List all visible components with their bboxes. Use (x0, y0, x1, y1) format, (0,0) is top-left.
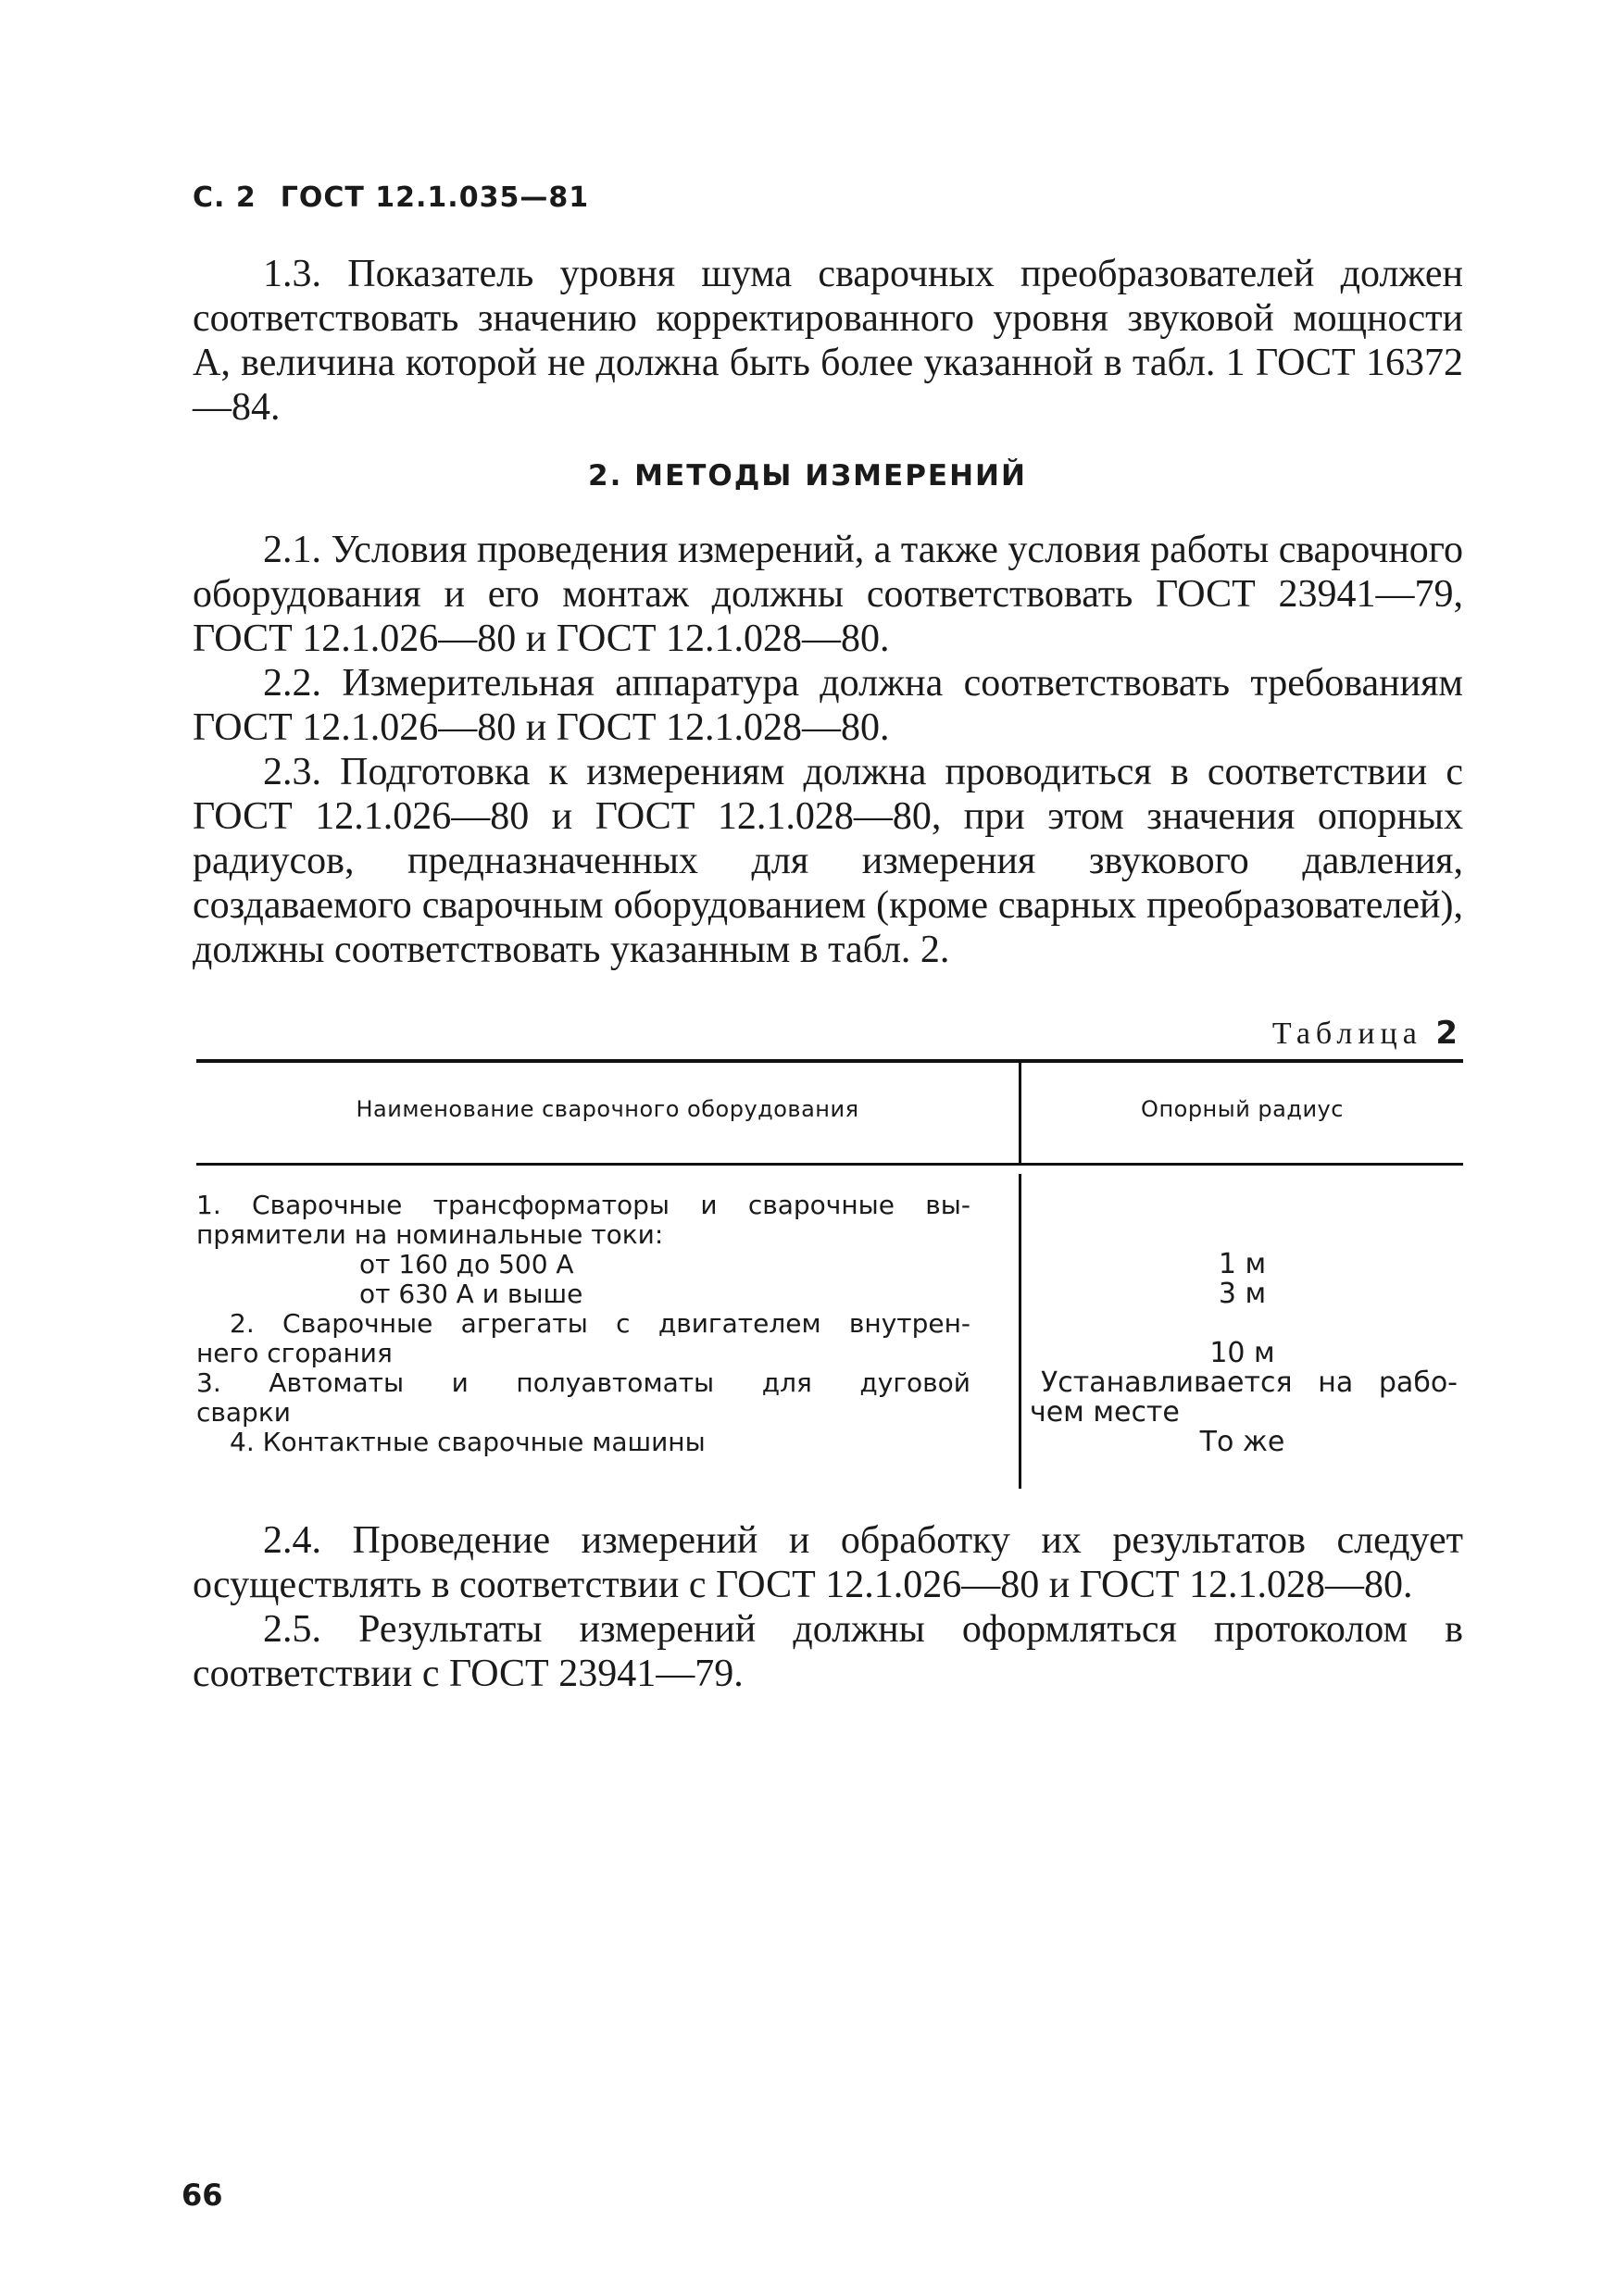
table-row-3-value-line-2: чем месте (1030, 1396, 1180, 1429)
table-row-1-line-1: 1. Сварочные трансформаторы и сварочные вы- (196, 1190, 970, 1220)
page-label: С. 2 (193, 181, 257, 214)
table-row-1a-value: 1 м (1218, 1248, 1267, 1280)
table-row-1b-value: 3 м (1218, 1278, 1267, 1310)
paragraph-2-2: 2.2. Измерительная аппаратура должна соответствовать требованиям ГОСТ 12.1.026—80 и ГОСТ 12.1.028—80. (193, 662, 1463, 749)
table-row-1-line-2: прямители на номинальные токи: (196, 1219, 664, 1250)
section-2-continued (193, 1518, 1463, 1696)
table-header-equipment: Наименование сварочного оборудования (356, 1096, 859, 1122)
standard-designation: ГОСТ 12.1.035—81 (280, 181, 590, 214)
table-row-4-value: То же (1199, 1426, 1285, 1458)
paragraph-2-3: 2.3. Подготовка к измерениям должна проводиться в соответствии с ГОСТ 12.1.026—80 и ГОСТ 12.1.028—80, при этом значения опорных радиусов, предназначенных для измерения звукового давления, создаваемого сварочным оборудованием (кроме сварных преобразователей), должны соответствовать указанным в табл. 2. (193, 751, 1463, 971)
section-2-body (193, 528, 1463, 972)
page-number: 66 (182, 2177, 223, 2213)
table-row-2-value: 10 м (1209, 1337, 1275, 1369)
table-row-1a-label: от 160 до 500 А (359, 1249, 574, 1279)
section-title: 2. МЕТОДЫ ИЗМЕРЕНИЙ (588, 459, 1027, 493)
table-caption-number: 2 (1435, 1015, 1463, 1052)
table-row-3-line-1: 3. Автоматы и полуавтоматы для дуговой (196, 1367, 970, 1398)
paragraph-2-1: 2.1. Условия проведения измерений, а также условия работы сварочного оборудования и его монтаж должны соответствовать ГОСТ 23941—79, ГОСТ 12.1.026—80 и ГОСТ 12.1.028—80. (193, 529, 1463, 660)
table-row-3-value-line-1: Устанавливается на рабо- (1041, 1366, 1458, 1399)
table-row-3-line-2: сварки (196, 1397, 291, 1428)
table-caption-word: Таблица (1271, 1017, 1422, 1051)
paragraph-2-4: 2.4. Проведение измерений и обработку их результатов следует осуществлять в соответствии с ГОСТ 12.1.026—80 и ГОСТ 12.1.028—80. (193, 1519, 1463, 1606)
table-header-radius: Опорный радиус (1141, 1096, 1344, 1122)
table-top-rule (196, 1059, 1463, 1063)
reference-radius-table (196, 1059, 1463, 1494)
running-header (193, 181, 589, 214)
paragraph-1-3: 1.3. Показатель уровня шума сварочных преобразователей должен соответствовать значению корректированного уровня звуковой мощности А, величина которой не должна быть более указанной в табл. 1 ГОСТ 16372—84. (193, 253, 1463, 429)
paragraph-2-5: 2.5. Результаты измерений должны оформляться протоколом в соответствии с ГОСТ 23941—79. (193, 1608, 1463, 1695)
table-caption (1272, 1015, 1463, 1052)
table-row-2-line-2: него сгорания (196, 1338, 393, 1368)
table-row-4-label: 4. Контактные сварочные машины (230, 1427, 706, 1457)
table-header-rule (196, 1163, 1463, 1166)
table-row-2-line-1: 2. Сварочные агрегаты с двигателем внутрен- (230, 1308, 970, 1339)
section-1-continuation (193, 252, 1463, 430)
table-row-1b-label: от 630 А и выше (359, 1279, 583, 1309)
